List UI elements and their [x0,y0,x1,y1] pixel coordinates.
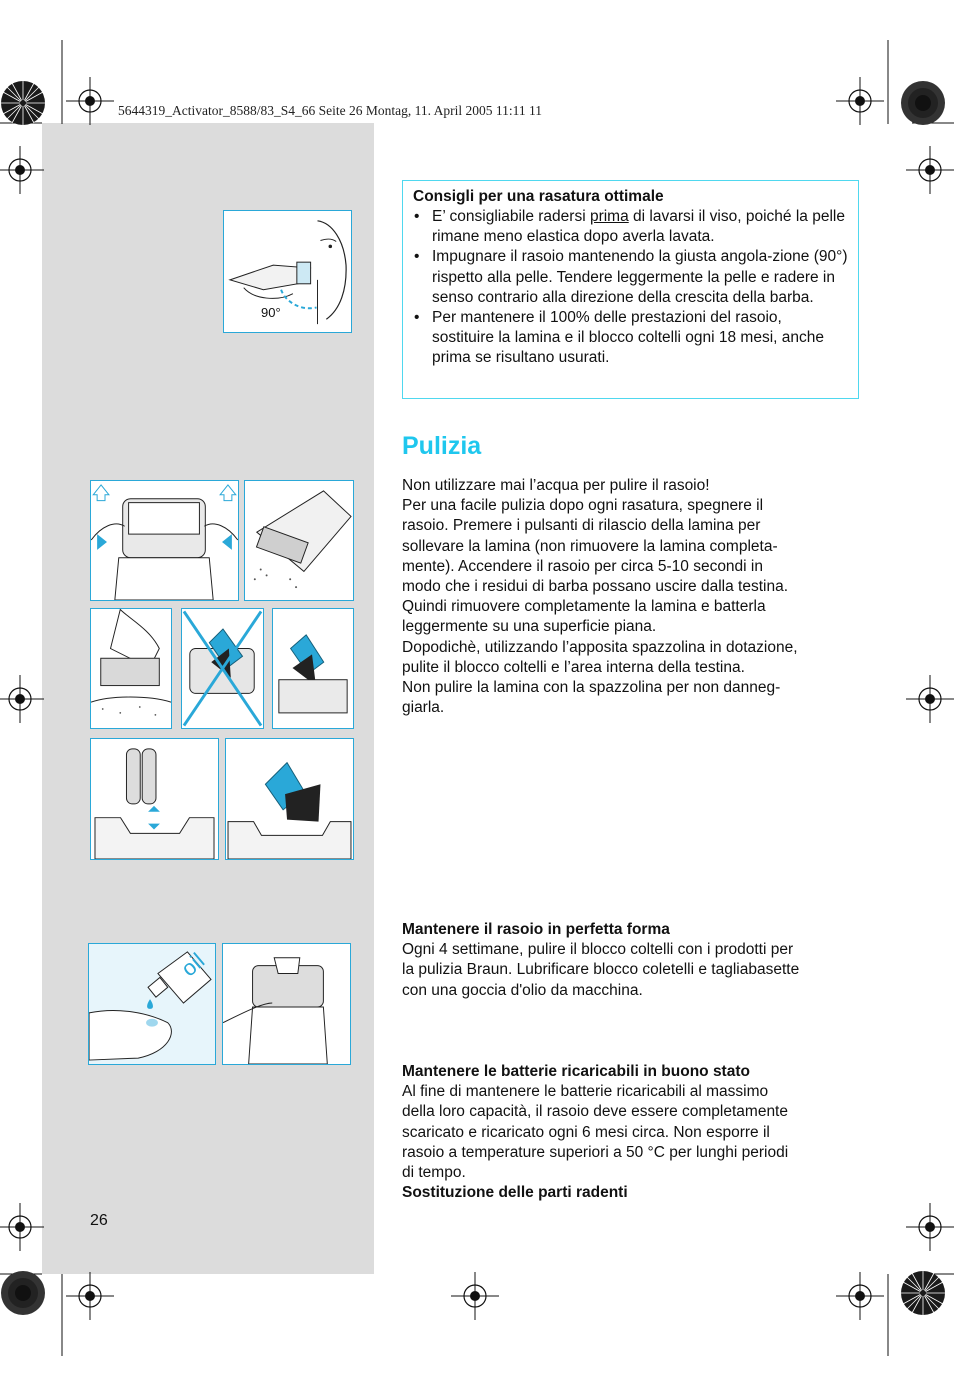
registration-mark-icon [906,1203,954,1251]
oil-label: oil [176,947,210,982]
registration-mark-icon [836,77,884,125]
angle-label: 90° [261,305,281,320]
cleaning-text: Non utilizzare mai l’acqua per pulire il rasoio! Per una facile pulizia dopo ogni rasatura, spegnere il rasoio. Premere i pulsanti di rilascio della lamina per sollevare la lamina (non rimuovere la lamina completa- mente). Accendere il rasoio per circa 5-10 secondi in modo che i residui di barba possano uscire dalla testina. Quindi rimuovere completamente la lamina e batterla leggermente su una superficie piana. Dopodichè, utilizzando l’apposita spazzolina in dotazione, pulite il blocco coltelli e l’area interna della testina. Non pulire la lamina con la spazzolina per non danneg- giarla. [402,477,798,717]
shaving-angle-figure [223,210,352,333]
registration-mark-icon [836,1272,884,1320]
list-item: • Impugnare il rasoio mantenendo la giusta angola-zione (90°) rispetto alla pelle. Tendere leggermente la pelle e radere in senso contrario alla direzione della crescita della barba. [413,247,848,308]
section-heading: Pulizia [402,432,482,460]
tips-list [413,207,848,369]
brush-cutter-figure [272,608,354,729]
print-header: 5644319_Activator_8588/83_S4_66 Seite 26 Montag, 11. April 2005 11:11 11 [118,103,542,118]
starburst-mark-icon [900,80,946,126]
registration-mark-icon [0,1203,44,1251]
starburst-mark-icon [0,80,46,126]
tap-foil-figure [90,608,172,729]
do-not-brush-foil-figure [181,608,264,729]
replacement-title: Sostituzione delle parti radenti [402,1184,628,1202]
tips-title: Consigli per una rasatura ottimale [413,188,664,205]
registration-mark-icon [66,77,114,125]
registration-mark-icon [451,1272,499,1320]
maintenance-title: Mantenere il rasoio in perfetta forma [402,921,670,938]
brush-head-figure [225,738,354,860]
lubricate-foil-figure [222,943,351,1065]
list-item: • E’ consigliabile radersi prima di lavarsi il viso, poiché la pelle rimane meno elastica dopo averla lavata. [413,207,848,247]
batteries-title: Mantenere le batterie ricaricabili in buono stato [402,1063,750,1080]
page-number: 26 [90,1212,108,1229]
batteries-section: Mantenere le batterie ricaricabili in buono stato Al fine di mantenere le batterie ricaricabili al massimo della loro capacità, il rasoio deve essere completamente scaricato e ricaricato ogni 6 mesi circa. Non esporre il rasoio a temperature superiori a 50 °C per lunghi periodi di tempo. Sostituzione delle parti radenti [402,1062,862,1203]
starburst-mark-icon [0,1270,46,1316]
maintenance-section: Mantenere il rasoio in perfetta forma Ogni 4 settimane, pulire il blocco coltelli con i prodotti per la pulizia Braun. Lubrificare blocco coletelli e tagliabasette con una goccia d'olio da macchina. [402,920,862,1001]
registration-mark-icon [0,675,44,723]
registration-mark-icon [66,1272,114,1320]
registration-mark-icon [0,146,44,194]
starburst-mark-icon [900,1270,946,1316]
shaver-running-figure [244,480,354,601]
list-item: • Per mantenere il 100% delle prestazioni del rasoio, sostituire la lamina e il blocco coltelli ogni 18 mesi, anche prima se risultano usurati. [413,308,848,369]
registration-mark-icon [906,146,954,194]
cutter-block-removal-figure [90,738,219,860]
registration-mark-icon [906,675,954,723]
foil-release-figure [90,480,239,601]
oil-drop-figure [88,943,216,1065]
tips-box [402,180,859,399]
